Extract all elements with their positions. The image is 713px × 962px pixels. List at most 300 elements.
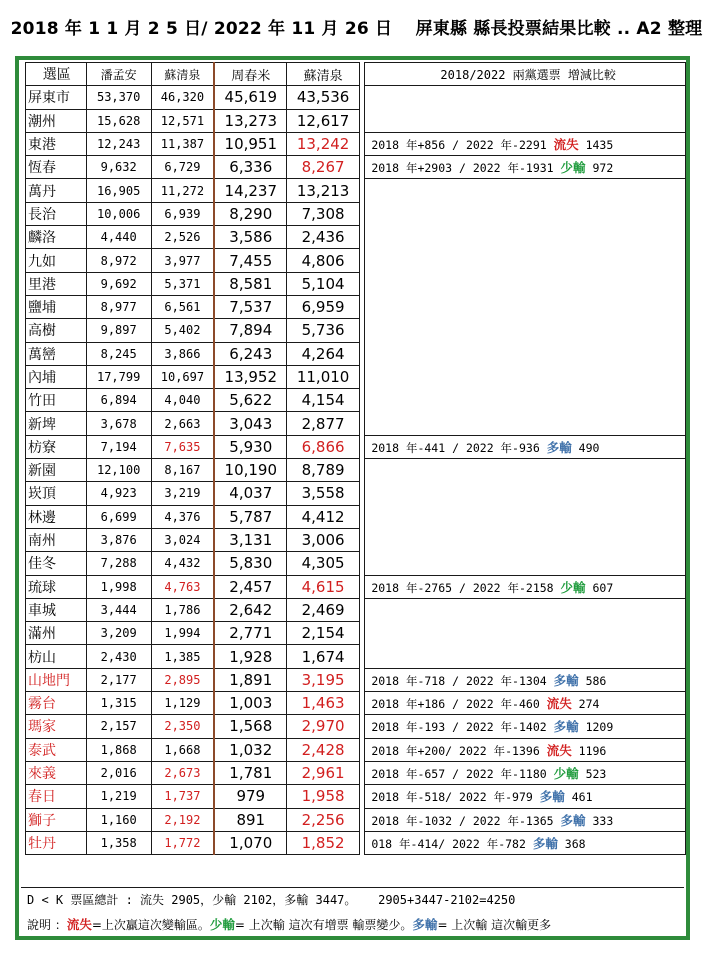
value-2022-a: 3,131 bbox=[214, 528, 287, 551]
value-2022-b: 12,617 bbox=[287, 109, 359, 132]
header-candidate-2022-b: 蘇清泉 bbox=[287, 63, 359, 86]
value-2018-b: 7,635 bbox=[151, 435, 214, 458]
status-count: 274 bbox=[578, 697, 600, 712]
value-2022-a: 8,581 bbox=[214, 272, 287, 295]
comparison-2018: 2018 年-657 / bbox=[371, 767, 459, 782]
value-2018-b: 6,939 bbox=[151, 202, 214, 225]
value-2018-a: 3,209 bbox=[86, 622, 151, 645]
status-badge: 多輸 bbox=[553, 672, 579, 688]
value-2022-b: 8,789 bbox=[287, 459, 359, 482]
value-2022-a: 1,781 bbox=[214, 761, 287, 784]
table-row bbox=[26, 295, 686, 318]
table-row bbox=[26, 342, 686, 365]
comparison-cell bbox=[365, 831, 686, 854]
value-2018-b: 2,673 bbox=[151, 761, 214, 784]
legend-more-label: 多輸 bbox=[412, 917, 438, 932]
value-2018-b: 5,402 bbox=[151, 319, 214, 342]
value-2018-a: 4,923 bbox=[86, 482, 151, 505]
comparison-cell bbox=[365, 412, 686, 435]
table-row bbox=[26, 808, 686, 831]
value-2022-b: 8,267 bbox=[287, 156, 359, 179]
value-2018-a: 3,678 bbox=[86, 412, 151, 435]
value-2022-b: 6,866 bbox=[287, 435, 359, 458]
comparison-cell bbox=[365, 552, 686, 575]
status-badge: 多輸 bbox=[539, 789, 565, 805]
table-row bbox=[26, 761, 686, 784]
value-2018-a: 2,430 bbox=[86, 645, 151, 668]
status-count: 607 bbox=[592, 580, 614, 595]
value-2022-b: 2,877 bbox=[287, 412, 359, 435]
value-2018-a: 8,245 bbox=[86, 342, 151, 365]
value-2022-a: 2,771 bbox=[214, 622, 287, 645]
table-row bbox=[26, 202, 686, 225]
summary-formula: 2905+3447-2102=4250 bbox=[378, 893, 516, 907]
value-2022-a: 3,043 bbox=[214, 412, 287, 435]
table-row bbox=[26, 249, 686, 272]
value-2018-a: 15,628 bbox=[86, 109, 151, 132]
value-2018-b: 1,668 bbox=[151, 738, 214, 761]
comparison-2018: 2018 年-1032 / bbox=[371, 813, 466, 828]
value-2022-b: 4,412 bbox=[287, 505, 359, 528]
value-2022-b: 5,736 bbox=[287, 319, 359, 342]
value-2018-b: 11,387 bbox=[151, 132, 214, 155]
value-2022-b: 13,213 bbox=[287, 179, 359, 202]
comparison-2018: 2018 年-718 / bbox=[371, 673, 459, 688]
comparison-cell bbox=[365, 528, 686, 551]
table-row bbox=[26, 412, 686, 435]
value-2018-b: 10,697 bbox=[151, 365, 214, 388]
comparison-cell bbox=[365, 342, 686, 365]
area-cell: 里港 bbox=[26, 272, 87, 295]
table-row bbox=[26, 86, 686, 109]
area-cell: 林邊 bbox=[26, 505, 87, 528]
value-2018-a: 8,972 bbox=[86, 249, 151, 272]
status-count: 461 bbox=[571, 790, 593, 805]
status-badge: 流失 bbox=[546, 696, 572, 712]
results-frame bbox=[15, 56, 690, 940]
value-2022-a: 5,830 bbox=[214, 552, 287, 575]
comparison-2018: 2018 年-518/ bbox=[371, 790, 453, 805]
value-2018-b: 5,371 bbox=[151, 272, 214, 295]
area-cell: 春日 bbox=[26, 785, 87, 808]
value-2022-a: 7,894 bbox=[214, 319, 287, 342]
value-2022-b: 4,264 bbox=[287, 342, 359, 365]
value-2018-b: 2,192 bbox=[151, 808, 214, 831]
area-cell: 麟洛 bbox=[26, 226, 87, 249]
value-2022-b: 1,463 bbox=[287, 692, 359, 715]
value-2022-a: 1,032 bbox=[214, 738, 287, 761]
value-2018-b: 3,977 bbox=[151, 249, 214, 272]
comparison-cell bbox=[365, 715, 686, 738]
area-cell: 崁頂 bbox=[26, 482, 87, 505]
comparison-2022: 2022 年-460 bbox=[465, 697, 540, 712]
comparison-cell bbox=[365, 645, 686, 668]
comparison-cell bbox=[365, 692, 686, 715]
comparison-cell bbox=[365, 738, 686, 761]
table-row bbox=[26, 389, 686, 412]
value-2022-a: 5,787 bbox=[214, 505, 287, 528]
comparison-cell bbox=[365, 86, 686, 109]
value-2022-a: 5,930 bbox=[214, 435, 287, 458]
area-cell: 高樹 bbox=[26, 319, 87, 342]
value-2018-b: 4,763 bbox=[151, 575, 214, 598]
status-count: 490 bbox=[578, 440, 600, 455]
value-2022-a: 13,273 bbox=[214, 109, 287, 132]
value-2018-a: 9,692 bbox=[86, 272, 151, 295]
value-2022-b: 7,308 bbox=[287, 202, 359, 225]
header-candidate-2022-a: 周春米 bbox=[214, 63, 287, 86]
value-2018-a: 9,632 bbox=[86, 156, 151, 179]
legend-less-desc: = 上次輸 這次有增票 輸票變少。 bbox=[234, 918, 413, 932]
area-cell: 潮州 bbox=[26, 109, 87, 132]
comparison-cell bbox=[365, 156, 686, 179]
value-2022-b: 3,006 bbox=[287, 528, 359, 551]
table-row bbox=[26, 738, 686, 761]
area-cell: 東港 bbox=[26, 132, 87, 155]
value-2022-b: 2,428 bbox=[287, 738, 359, 761]
value-2022-a: 10,190 bbox=[214, 459, 287, 482]
value-2022-b: 13,242 bbox=[287, 132, 359, 155]
value-2022-b: 4,615 bbox=[287, 575, 359, 598]
table-row bbox=[26, 575, 686, 598]
status-count: 523 bbox=[585, 767, 607, 782]
summary-text: D < K 票區總計 : 流失 2905，少輸 2102，多輸 3447。 bbox=[27, 893, 357, 907]
area-cell: 萬巒 bbox=[26, 342, 87, 365]
table-row bbox=[26, 528, 686, 551]
status-badge: 少輸 bbox=[560, 160, 586, 176]
value-2022-a: 8,290 bbox=[214, 202, 287, 225]
value-2022-b: 6,959 bbox=[287, 295, 359, 318]
comparison-cell bbox=[365, 295, 686, 318]
comparison-2022: 2022 年-936 bbox=[465, 440, 540, 455]
value-2022-a: 4,037 bbox=[214, 482, 287, 505]
area-cell: 枋寮 bbox=[26, 435, 87, 458]
status-count: 333 bbox=[592, 813, 614, 828]
table-row bbox=[26, 785, 686, 808]
table-row bbox=[26, 272, 686, 295]
table-row bbox=[26, 132, 686, 155]
value-2022-b: 1,852 bbox=[287, 831, 359, 854]
value-2022-a: 1,568 bbox=[214, 715, 287, 738]
value-2018-a: 7,288 bbox=[86, 552, 151, 575]
comparison-2022: 2022 年-1931 bbox=[472, 161, 554, 176]
area-cell: 霧台 bbox=[26, 692, 87, 715]
comparison-cell bbox=[365, 319, 686, 342]
footer-summary bbox=[27, 891, 515, 908]
value-2018-a: 16,905 bbox=[86, 179, 151, 202]
area-cell: 瑪家 bbox=[26, 715, 87, 738]
value-2018-b: 1,772 bbox=[151, 831, 214, 854]
comparison-cell bbox=[365, 505, 686, 528]
area-cell: 泰武 bbox=[26, 738, 87, 761]
value-2022-b: 4,806 bbox=[287, 249, 359, 272]
legend-more-desc: = 上次輸 這次輸更多 bbox=[437, 918, 552, 932]
value-2022-b: 1,674 bbox=[287, 645, 359, 668]
comparison-2018: 2018 年-2765 / bbox=[371, 580, 466, 595]
area-cell: 琉球 bbox=[26, 575, 87, 598]
value-2022-a: 1,003 bbox=[214, 692, 287, 715]
table-row bbox=[26, 109, 686, 132]
area-cell: 滿州 bbox=[26, 622, 87, 645]
status-badge: 多輸 bbox=[532, 835, 558, 851]
comparison-cell bbox=[365, 482, 686, 505]
value-2018-b: 1,737 bbox=[151, 785, 214, 808]
comparison-cell bbox=[365, 785, 686, 808]
area-cell: 恆春 bbox=[26, 156, 87, 179]
comparison-cell bbox=[365, 622, 686, 645]
comparison-cell bbox=[365, 598, 686, 621]
header-candidate-2018-b: 蘇清泉 bbox=[151, 63, 214, 86]
status-count: 368 bbox=[564, 836, 586, 851]
area-cell: 鹽埔 bbox=[26, 295, 87, 318]
comparison-cell bbox=[365, 808, 686, 831]
status-badge: 少輸 bbox=[553, 766, 579, 782]
value-2018-b: 2,663 bbox=[151, 412, 214, 435]
status-badge: 少輸 bbox=[560, 579, 586, 595]
value-2022-a: 1,070 bbox=[214, 831, 287, 854]
value-2018-b: 2,526 bbox=[151, 226, 214, 249]
table-row bbox=[26, 435, 686, 458]
value-2018-a: 12,243 bbox=[86, 132, 151, 155]
value-2018-b: 11,272 bbox=[151, 179, 214, 202]
value-2018-b: 4,432 bbox=[151, 552, 214, 575]
header-candidate-2018-a: 潘孟安 bbox=[86, 63, 151, 86]
value-2022-a: 45,619 bbox=[214, 86, 287, 109]
area-cell: 萬丹 bbox=[26, 179, 87, 202]
table-row bbox=[26, 156, 686, 179]
comparison-2022: 2022 年-1304 bbox=[465, 673, 547, 688]
value-2018-a: 1,160 bbox=[86, 808, 151, 831]
value-2018-a: 53,370 bbox=[86, 86, 151, 109]
area-cell: 南州 bbox=[26, 528, 87, 551]
area-cell: 長治 bbox=[26, 202, 87, 225]
table-row bbox=[26, 692, 686, 715]
table-row bbox=[26, 831, 686, 854]
table-header-row bbox=[26, 63, 686, 86]
value-2022-b: 11,010 bbox=[287, 365, 359, 388]
status-badge: 多輸 bbox=[553, 719, 579, 735]
value-2022-b: 3,195 bbox=[287, 668, 359, 691]
area-cell: 牡丹 bbox=[26, 831, 87, 854]
value-2022-b: 4,154 bbox=[287, 389, 359, 412]
value-2018-b: 3,024 bbox=[151, 528, 214, 551]
value-2022-a: 7,537 bbox=[214, 295, 287, 318]
value-2022-a: 979 bbox=[214, 785, 287, 808]
value-2018-a: 9,897 bbox=[86, 319, 151, 342]
value-2022-b: 43,536 bbox=[287, 86, 359, 109]
value-2018-a: 2,016 bbox=[86, 761, 151, 784]
value-2018-a: 7,194 bbox=[86, 435, 151, 458]
value-2022-b: 1,958 bbox=[287, 785, 359, 808]
table-row bbox=[26, 668, 686, 691]
comparison-2022: 2022 年-2158 bbox=[472, 580, 554, 595]
value-2022-a: 6,336 bbox=[214, 156, 287, 179]
value-2018-a: 17,799 bbox=[86, 365, 151, 388]
table-row bbox=[26, 179, 686, 202]
value-2022-b: 2,961 bbox=[287, 761, 359, 784]
comparison-2022: 2022 年-979 bbox=[459, 790, 533, 805]
value-2022-b: 5,104 bbox=[287, 272, 359, 295]
value-2022-a: 5,622 bbox=[214, 389, 287, 412]
comparison-cell bbox=[365, 761, 686, 784]
value-2018-b: 46,320 bbox=[151, 86, 214, 109]
comparison-2018: 2018 年+200/ bbox=[371, 743, 453, 758]
value-2018-b: 6,561 bbox=[151, 295, 214, 318]
value-2018-a: 2,177 bbox=[86, 668, 151, 691]
value-2018-a: 1,219 bbox=[86, 785, 151, 808]
header-comparison: 2018/2022 兩黨選票 增減比較 bbox=[365, 63, 686, 86]
table-row bbox=[26, 552, 686, 575]
value-2018-a: 8,977 bbox=[86, 295, 151, 318]
comparison-cell bbox=[365, 132, 686, 155]
area-cell: 枋山 bbox=[26, 645, 87, 668]
value-2018-b: 1,786 bbox=[151, 598, 214, 621]
header-area: 選區 bbox=[26, 63, 87, 86]
value-2018-a: 3,876 bbox=[86, 528, 151, 551]
table-row bbox=[26, 482, 686, 505]
area-cell: 新埤 bbox=[26, 412, 87, 435]
value-2018-a: 4,440 bbox=[86, 226, 151, 249]
area-cell: 佳冬 bbox=[26, 552, 87, 575]
comparison-2022: 2022 年-1402 bbox=[465, 720, 547, 735]
table-row bbox=[26, 226, 686, 249]
page-title: 2018 年 1 1 月 2 5 日/ 2022 年 11 月 26 日 屏東縣 縣長投票結果比較 .. A2 整理 bbox=[10, 19, 703, 39]
area-cell: 獅子 bbox=[26, 808, 87, 831]
comparison-2018: 2018 年-193 / bbox=[371, 720, 459, 735]
value-2018-a: 10,006 bbox=[86, 202, 151, 225]
value-2022-a: 13,952 bbox=[214, 365, 287, 388]
status-count: 1209 bbox=[585, 720, 614, 735]
value-2018-b: 4,376 bbox=[151, 505, 214, 528]
value-2022-a: 1,891 bbox=[214, 668, 287, 691]
legend-loss-label: 流失 bbox=[66, 917, 92, 932]
legend-less-label: 少輸 bbox=[209, 917, 235, 932]
value-2022-b: 3,558 bbox=[287, 482, 359, 505]
value-2022-b: 4,305 bbox=[287, 552, 359, 575]
table-row bbox=[26, 459, 686, 482]
footer-divider bbox=[21, 887, 684, 888]
comparison-cell bbox=[365, 365, 686, 388]
table-row bbox=[26, 598, 686, 621]
comparison-2022: 2022 年-1396 bbox=[459, 743, 540, 758]
value-2022-a: 14,237 bbox=[214, 179, 287, 202]
value-2018-b: 3,219 bbox=[151, 482, 214, 505]
value-2018-b: 12,571 bbox=[151, 109, 214, 132]
comparison-2022: 2022 年-1365 bbox=[472, 813, 554, 828]
value-2018-b: 1,994 bbox=[151, 622, 214, 645]
value-2022-b: 2,154 bbox=[287, 622, 359, 645]
area-cell: 竹田 bbox=[26, 389, 87, 412]
value-2022-a: 891 bbox=[214, 808, 287, 831]
value-2018-b: 1,129 bbox=[151, 692, 214, 715]
comparison-cell bbox=[365, 459, 686, 482]
value-2018-a: 3,444 bbox=[86, 598, 151, 621]
value-2022-b: 2,436 bbox=[287, 226, 359, 249]
table-row bbox=[26, 365, 686, 388]
area-cell: 內埔 bbox=[26, 365, 87, 388]
comparison-2018: 2018 年+186 / bbox=[371, 697, 459, 712]
table-row bbox=[26, 319, 686, 342]
area-cell: 山地門 bbox=[26, 668, 87, 691]
value-2018-a: 12,100 bbox=[86, 459, 151, 482]
value-2018-a: 6,894 bbox=[86, 389, 151, 412]
value-2018-a: 1,358 bbox=[86, 831, 151, 854]
comparison-2018: 2018 年-441 / bbox=[371, 440, 459, 455]
value-2022-a: 6,243 bbox=[214, 342, 287, 365]
value-2022-a: 2,457 bbox=[214, 575, 287, 598]
area-cell: 新園 bbox=[26, 459, 87, 482]
comparison-2022: 2022 年-782 bbox=[452, 836, 526, 851]
comparison-cell bbox=[365, 202, 686, 225]
area-cell: 屏東市 bbox=[26, 86, 87, 109]
comparison-cell bbox=[365, 249, 686, 272]
table-row bbox=[26, 505, 686, 528]
status-count: 1435 bbox=[585, 138, 614, 153]
comparison-cell bbox=[365, 272, 686, 295]
status-count: 586 bbox=[585, 673, 607, 688]
value-2022-b: 2,256 bbox=[287, 808, 359, 831]
area-cell: 車城 bbox=[26, 598, 87, 621]
value-2022-a: 3,586 bbox=[214, 226, 287, 249]
table-row bbox=[26, 622, 686, 645]
table-row bbox=[26, 715, 686, 738]
value-2022-a: 2,642 bbox=[214, 598, 287, 621]
value-2022-a: 7,455 bbox=[214, 249, 287, 272]
comparison-cell bbox=[365, 668, 686, 691]
value-2018-a: 1,998 bbox=[86, 575, 151, 598]
comparison-cell bbox=[365, 226, 686, 249]
status-badge: 流失 bbox=[553, 137, 579, 153]
value-2018-b: 3,866 bbox=[151, 342, 214, 365]
value-2018-a: 6,699 bbox=[86, 505, 151, 528]
area-cell: 來義 bbox=[26, 761, 87, 784]
comparison-2022: 2022 年-2291 bbox=[465, 138, 547, 153]
value-2018-b: 4,040 bbox=[151, 389, 214, 412]
value-2022-b: 2,970 bbox=[287, 715, 359, 738]
legend-prefix: 說明 ： bbox=[27, 918, 67, 932]
comparison-2018: 2018 年+856 / bbox=[371, 138, 459, 153]
value-2018-a: 1,868 bbox=[86, 738, 151, 761]
value-2018-b: 1,385 bbox=[151, 645, 214, 668]
status-badge: 多輸 bbox=[560, 812, 586, 828]
area-cell: 九如 bbox=[26, 249, 87, 272]
comparison-2022: 2022 年-1180 bbox=[465, 767, 547, 782]
legend-loss-desc: =上次贏這次變輸區。 bbox=[91, 918, 210, 932]
comparison-cell bbox=[365, 109, 686, 132]
value-2018-b: 2,350 bbox=[151, 715, 214, 738]
comparison-cell bbox=[365, 435, 686, 458]
value-2022-b: 2,469 bbox=[287, 598, 359, 621]
status-count: 972 bbox=[592, 161, 614, 176]
comparison-2018: 018 年-414/ bbox=[371, 836, 446, 851]
results-table bbox=[25, 62, 686, 855]
value-2018-b: 6,729 bbox=[151, 156, 214, 179]
status-count: 1196 bbox=[578, 743, 607, 758]
comparison-cell bbox=[365, 575, 686, 598]
status-badge: 流失 bbox=[546, 742, 572, 758]
table-row bbox=[26, 645, 686, 668]
comparison-cell bbox=[365, 179, 686, 202]
comparison-2018: 2018 年+2903 / bbox=[371, 161, 466, 176]
value-2018-a: 1,315 bbox=[86, 692, 151, 715]
value-2022-a: 10,951 bbox=[214, 132, 287, 155]
comparison-cell bbox=[365, 389, 686, 412]
value-2018-b: 8,167 bbox=[151, 459, 214, 482]
value-2018-b: 2,895 bbox=[151, 668, 214, 691]
value-2018-a: 2,157 bbox=[86, 715, 151, 738]
footer-legend bbox=[27, 915, 551, 933]
status-badge: 多輸 bbox=[546, 439, 572, 455]
